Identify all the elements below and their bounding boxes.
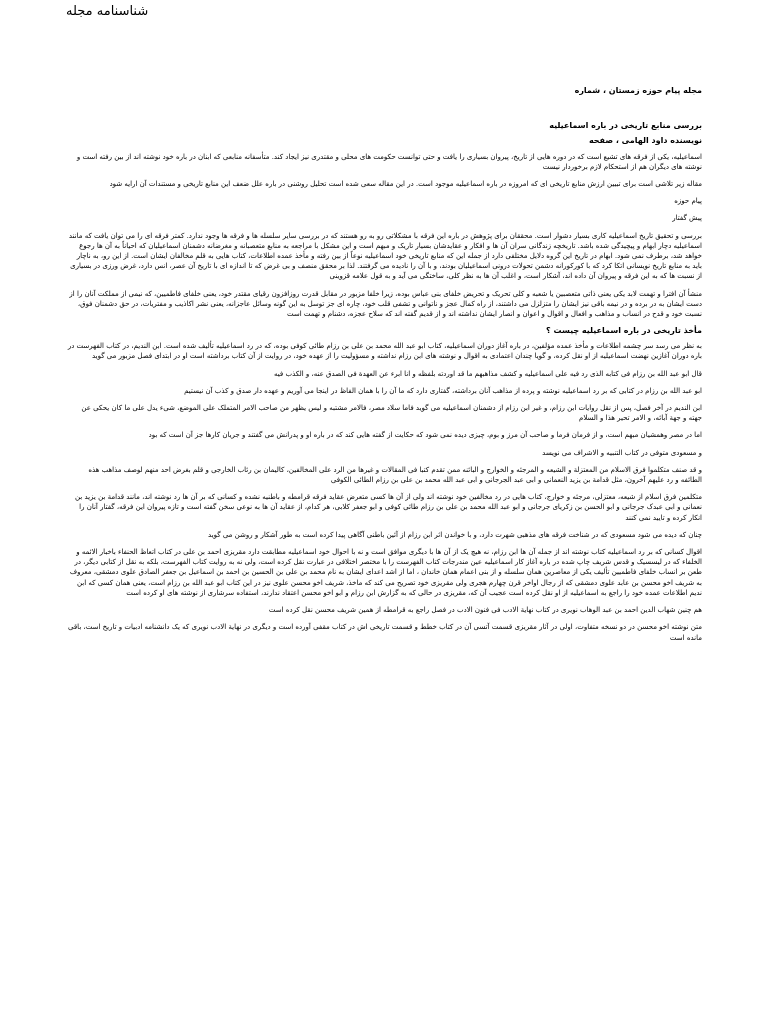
article	[66, 86, 702, 650]
paragraph: به نظر می رسد سر چشمه اطلاعات و مأخذ عمده مؤلفین، در باره آغاز دوران اسماعیلیه، کتاب ابو عبد الله محمد بن علی بن رزام طائی کوفی بوده، که در رد اسماعیلیه تألیف شده است. ابن الندیم، در کتاب الفهرست در باره دوران آغازین نهضت اسماعیلیه از او نقل کرده، و گویا چندان اعتمادی به اقوال و نوشته های ابن رزام نداشته و مسؤولیت را از عهده خود، در روایت از آن کتاب برداشته است او در ابتدای فصل مزبور می گوید	[67, 342, 702, 361]
paragraph: اسماعیلیه، یکی از فرقه های تشیع است که در دوره هایی از تاریخ، پیروان بسیاری را یافت و حتی توانست حکومت های محلی و مقتدری نیز ایجاد کند. متأسفانه منابعی که ابنان در باره خود نوشته اند از بین رفته است و نوشته های دیگران هم از استحکام لازم برخوردار نیست	[76, 153, 702, 172]
preface-heading: پیش گفتار	[672, 213, 702, 222]
article-title: بررسی منابع تاریخی در باره اسماعیلیه	[549, 121, 702, 130]
paragraph: اما در مصر وهمشیان مبهم است، و از فرمان فرما و صاحب آن مرز و بوم، چیزی دیده نمی شود که حکایت از گفته هایی کند که در باره او و پدرانش می گفتند و جریان کارها جز آن است که بود	[148, 431, 702, 440]
source-label: پیام حوزه	[674, 196, 702, 205]
journal-issue-line: مجله پیام حوزه زمستان ، شماره	[574, 86, 702, 95]
paragraph: چنان که دیده می شود مسعودی که در شناخت فرقه های مذهبی شهرت دارد، و با خواندن اثر ابن رزام از آئین باطنی آگاهی پیدا کرده است به طور آشکار و روشن می گوید	[208, 530, 702, 539]
paragraph: منشأ آن افترا و تهمت لابد یکی یعنی ذاتی متعصبین یا شعبه و کلی تحریک و تحریض خلفای بنی عباس بوده، زیرا خلفا مزبور در مقابل قدرت روزافزون رقیای مقتدر خود، یعنی خلفای فاطمیین، که نیمی از مملکت آنان را از دست ایشان به در برده و در نیمه باقی نیز ایشان را متزلزل می داشتند، از راه کمال عجز و ناتوانی و تشفی قلب خود، چاره ای جز توسل به این گونه وسائل عاجزانه، یعنی نشر اکاذیب و مفتریات، در حق دشمنان فوق، نسبت خود و قدح در انساب و مذاهب و افعال و اقوال و اعوان و انصار ایشان نداشته اند و از قدیم گفته اند که سلاح عجزه، دشنام و تهمت است	[69, 289, 702, 319]
site-label[interactable]: شناسنامه مجله	[66, 4, 149, 19]
paragraph: مقاله زیر تلاشی است برای تبیین ارزش منابع تاریخی ای که امروزه در باره اسماعیلیه موجود است. در این مقاله سعی شده است تحلیل روشنی در باره علل ضعف این منابع تاریخی و مستندات آن ارایه شود	[109, 180, 702, 189]
paragraph: متکلمین فرق اسلام از شیعه، معتزلی، مرجئه و خوارج، کتاب هایی در رد مخالفین خود نوشته اند ولی از آن ها کسی متعرض عقاید فرقه قرامطه و باطنیه نشده و کسانی که بر آن ها رد نوشته اند، مانند قدامة بن یزید بن نعمانی و ابی عبدک جرجانی و ابو الحسن بن زکریای جرجانی و ابو عبد الله محمد بن علی بن رزام طائی کوفی و ابو جعفر کلابی، هر کدام، از عقاید آن ها به نوعی سخن گفته است و تازه پیروان این فرقه، گفتار آنان را انکار کرده و تایید نمی کنند	[74, 493, 702, 522]
article-author: نویسنده داود الهامی ، صفحه	[588, 136, 702, 145]
paragraph: اقوال کسانی که بر رد اسماعیلیه کتاب نوشته اند از جمله آن ها ابن رزام، نه هیچ یک از آن ها با دیگری موافق است و نه با احوال خود اسماعیلیه مطابقت دارد مقریزی احمد بن علی در کتاب اتعاظ الحنفاء باخبار الائمه و الخلفاء که در لیسسیک و قدس شریف چاپ شده در باره آغاز کار اسماعیلیه عین مندرجات کتاب الفهرست را با مختصر اختلافی در عبارت نقل کرده است، ولی نه به روایت کتاب الفهرست، بلکه به نقل از کتابی دیگر، در طعن بر انساب خلفای فاطمیین تألیف یکی از معاصرین همان سلسله و از بنی اعمام همان خاندان ، اما از اشد اعدای ایشان به نام محمد بن علی بن الحسین بن احمد بن اسماعیل بن جعفر الصادق علوی دمشقی، معروف به شریف اخو محسن بن عابد علوی دمشقی که از رجال اواخر قرن چهارم هجری ولی مقریزی خود تصریح می کند که ماخذ، شریف اخو محسن علوی نیز در این کتاب ابو عبد الله بن رزام است، یعنی همان کسی که ابن ندیم اطلاعات عمده خود را راجع به اسماعیلیه از او نقل کرده است عجیب آن که، مقریزی در حالی که به گزارش ابن رزام و ابو اخو محسن اعتقاد ندارند، استفاده سرشاری از نوشته های او کرده است	[69, 548, 702, 597]
section-heading: مأخذ تاریخی در باره اسماعیلیه چیست ؟	[546, 326, 702, 336]
paragraph: و قد صنف متکلموا فرق الاسلام من المعتزلة و الشیعه و المرجئه و الخوارج و البائنه ممن تقدم کتبا فی المقالات و غیرها من الرد علی المخالفین، کالیمان بن رئاب الخارجی و قلم بغرض احد منهم لوصف مذاهب هذه الطائفه و رد علیهم آخرون، مثل قدامة بن یزید النعمانی و ابی عبد الجرجانی و ابی عبد الله محمد بن علی بن رزام الطائی الکوفی	[88, 465, 702, 485]
paragraph: متن نوشته اخو محسن در دو نسخه متفاوت، اولی در آثار مقریزی قسمت آتسی آن در کتاب خطط و قسمت تاریخی اش در کتاب مقفی آورده است و دیگری در نهایة الادب نویری که یک دانشنامه ادبیات و تاریخ است، باقی مانده است	[68, 623, 702, 642]
paragraph: ابن الندیم در آخر فصل، پس از نقل روایات ابن رزام، و غیر ابن رزام از دشمنان اسماعیلیه می گوید فاما سلاد مصر، فالامر مشتبه و لیس یظهر من صاحب الامر المتملک علی الموضع، شیء یدل علی ما کان یحکی عن جهته و جهة آبائه، و الامر تحیر هذا و السلام	[81, 404, 702, 423]
paragraph: هم چنین شهاب الدین احمد بن عبد الوهاب نویری در کتاب نهایة الادب فی فنون الادب در فصل راجع به قرامطه از همین شریف محسن نقل کرده است	[268, 606, 702, 615]
paragraph: ابو عبد الله بن رزام در کتابی که بر رد اسماعیلیه نوشته و پرده از مذاهب آنان برداشته، گفتاری دارد که ما آن را با همان الفاظ در اینجا می آوریم و عهده دار صدق و کذب آن نیستیم	[184, 386, 702, 395]
paragraph: قال ابو عبد الله بن رزام فی کتابه الذی رد فیه علی اسماعیلیه و کشف مذاهبهم ما قد اوردته بلفظه و انا ابرء عن العهدة فی الصدق عنه، و الکذب فیه	[274, 369, 702, 378]
paragraph: و مسعودی متوفی در کتاب التنبیه و الاشراف می نویسد	[542, 448, 702, 457]
paragraph: بررسی و تحقیق تاریخ اسماعیلیه کاری بسیار دشوار است. محققان برای پژوهش در باره این فرقه با مشکلاتی رو به رو هستند که در بررسی سایر سلسله ها و فرقه ها وجود ندارد. کمتر فرقه ای را می توان یافت که مانند اسماعیلیه دچار ابهام و پیچیدگی شده باشد. تاریخچه زندگانی سران آن ها و افکار و عقایدشان بسیار تاریک و مبهم است و این مشکل با مراجعه به منابع متعصبانه و مغرضانه دشمنان اسماعیلیان که احیاناً به آن ها رجوع خواهد شد، برطرف نمی شود. ابهام در تاریخ این گروه دلایل مختلفی دارد از جمله این که منابع تاریخی خود اسماعیلیه نوعاً از بین رفته و مأخذ عمده اطلاعات، کتاب هایی به قلم مخالفان ایشان است. از این رو، به ناچار باید به منابع تاریخ نویسانی اتکا کرد که با کورکورانه دشمن تحولات درونی اسماعیلیان بودند، و با آن را نادیده می گرفتند. لذا بر محقق منصف و بی غرض که تا اندازه ای با تاریخ آن عصر، انس دارد، غرض ورزی در بسیاری از نسبت ها که به این فرقه و پیروان آن داده اند، آشکار است، و اغلب آن ها به نظر کلی، ساختگی می آید و به قول علامه قزوینی	[68, 231, 702, 281]
